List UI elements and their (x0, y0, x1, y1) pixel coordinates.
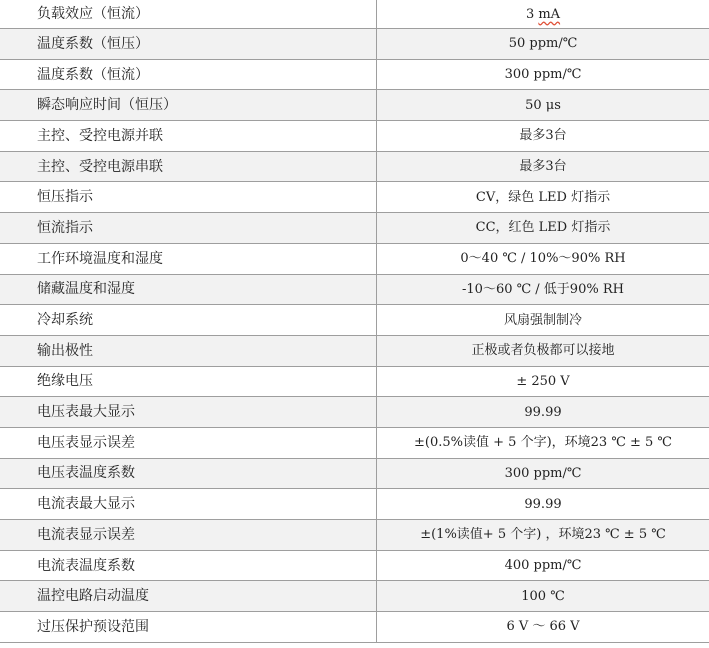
table-row (0, 121, 709, 152)
param-cell: 温度系数（恒流） (0, 59, 377, 90)
spellcheck-marked-unit: mA (538, 6, 561, 22)
value-cell: -10～60 ℃ / 低于90% RH (377, 274, 709, 305)
param-cell: 电压表温度系数 (0, 458, 377, 489)
param-cell: 电流表最大显示 (0, 489, 377, 520)
value-cell (377, 0, 709, 29)
table-row (0, 427, 709, 458)
table-row (0, 243, 709, 274)
value-cell: 最多3台 (377, 121, 709, 152)
value-cell: 300 ppm/℃ (377, 59, 709, 90)
table-row (0, 213, 709, 244)
param-cell: 温度系数（恒压） (0, 29, 377, 60)
value-cell: 正极或者负极都可以接地 (377, 335, 709, 366)
value-cell: 6 V ～ 66 V (377, 612, 709, 643)
value-number: 3 (525, 6, 539, 22)
param-cell: 电流表温度系数 (0, 550, 377, 581)
param-cell: 过压保护预设范围 (0, 612, 377, 643)
value-cell: ±(0.5%读值 + 5 个字)，环境23 ℃ ± 5 ℃ (377, 427, 709, 458)
param-cell: 恒压指示 (0, 182, 377, 213)
table-row (0, 489, 709, 520)
value-cell: 100 ℃ (377, 581, 709, 612)
param-cell: 绝缘电压 (0, 366, 377, 397)
table-row (0, 335, 709, 366)
value-cell: 最多3台 (377, 151, 709, 182)
table-row (0, 458, 709, 489)
table-row (0, 550, 709, 581)
param-cell: 工作环境温度和湿度 (0, 243, 377, 274)
param-cell: 负载效应（恒流） (0, 0, 377, 29)
table-row (0, 29, 709, 60)
table-row (0, 151, 709, 182)
param-cell: 瞬态响应时间（恒压） (0, 90, 377, 121)
value-cell: CC，红色 LED 灯指示 (377, 213, 709, 244)
table-row (0, 366, 709, 397)
table-row (0, 182, 709, 213)
param-cell: 主控、受控电源并联 (0, 121, 377, 152)
value-cell: 风扇强制制冷 (377, 305, 709, 336)
table-row (0, 59, 709, 90)
param-cell: 输出极性 (0, 335, 377, 366)
param-cell: 恒流指示 (0, 213, 377, 244)
value-cell: ± 250 V (377, 366, 709, 397)
table-row (0, 612, 709, 643)
value-cell: 99.99 (377, 397, 709, 428)
table-row (0, 274, 709, 305)
table-row (0, 0, 709, 29)
table-row (0, 520, 709, 551)
value-cell: 50 ppm/℃ (377, 29, 709, 60)
table-row (0, 581, 709, 612)
table-row (0, 305, 709, 336)
table-row (0, 90, 709, 121)
value-cell: CV，绿色 LED 灯指示 (377, 182, 709, 213)
param-cell: 电压表最大显示 (0, 397, 377, 428)
value-cell: 99.99 (377, 489, 709, 520)
value-cell: 0～40 ℃ / 10%～90% RH (377, 243, 709, 274)
param-cell: 温控电路启动温度 (0, 581, 377, 612)
value-cell: 50 μs (377, 90, 709, 121)
param-cell: 电压表显示误差 (0, 427, 377, 458)
param-cell: 主控、受控电源串联 (0, 151, 377, 182)
param-cell: 电流表显示误差 (0, 520, 377, 551)
value-cell: 300 ppm/℃ (377, 458, 709, 489)
param-cell: 冷却系统 (0, 305, 377, 336)
param-cell: 储藏温度和湿度 (0, 274, 377, 305)
value-cell: ±(1%读值+ 5 个字) ，环境23 ℃ ± 5 ℃ (377, 520, 709, 551)
table-row (0, 397, 709, 428)
value-cell: 400 ppm/℃ (377, 550, 709, 581)
